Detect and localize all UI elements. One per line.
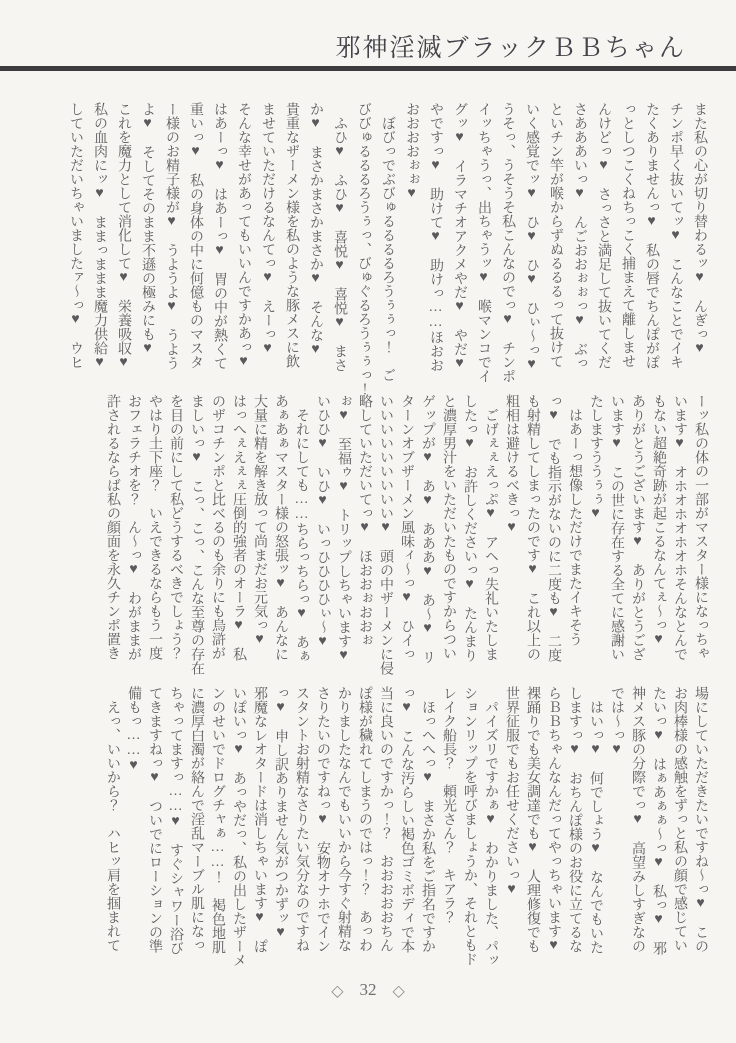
text-column: はあーっ想像しただけでまたイキそう — [567, 394, 582, 646]
text-column: お肉棒様の感触をずっと私の顔で感じてい — [672, 686, 687, 952]
text-column: はっへぇえぇぇ圧倒的強者のオーラ♥ 私 — [231, 394, 246, 661]
text-column: しますっ♥ おちんぽ様のお役に立てるな — [567, 686, 582, 953]
text-column: パイズリですかぁ♥ わかりました、パッ — [483, 686, 498, 967]
text-column: はあーっ♥ はあーっ♥ 胃の中が熱くて — [212, 102, 227, 370]
footer-diamond-right-icon: ◇ — [392, 980, 405, 1000]
text-column: 備もっ……♥ — [126, 686, 141, 773]
text-column: 許されるならば私の顔面を永久チンポ置き — [105, 394, 120, 660]
text-column: と濃厚男汁をいただいたものですからつい — [441, 394, 456, 660]
text-column: ションリップを呼びましょうか、それともド — [462, 686, 477, 966]
text-column: といチン竿が喉からずぬるるるって抜けて — [548, 102, 563, 368]
text-column: を目の前にして私どうするべきでしょう？ — [168, 394, 183, 660]
text-column: そんな幸せがあってもいいんですかあっ♥ — [236, 102, 251, 369]
text-band-top — [63, 102, 711, 394]
text-column: あぁあぁマスター様の怒張ッ♥ あんなに — [273, 394, 288, 661]
text-column: らＢＢちゃんなんだってやっちゃいます♥ — [546, 686, 561, 953]
text-column: ごげぇぇえっぷ♥ アヘっ失礼いたしま — [483, 394, 498, 661]
text-column: いひひ♥ いひ♥ いっひひひひぃ〜♥ — [315, 394, 330, 649]
text-column: レイク船長？ 頼光さん？ キアラ？ — [441, 686, 456, 924]
text-column: チンポ早く抜いてッ♥ こんなことでイキ — [668, 102, 683, 369]
text-column: いぽいっ♥ あっやだっ、私の出したザーメ — [231, 686, 246, 967]
text-column: うそっ、うそうそ私こんなのでっ♥ チンポ — [500, 102, 515, 383]
page-footer — [0, 980, 736, 1000]
text-column: 私の血肉にッ♥ ままっままま魔力供給♥ — [92, 102, 107, 370]
text-column: していただいちゃいましたァ〜っ♥ ウヒ — [68, 102, 83, 369]
text-column: ゲップが♥ あ♥ あああ♥ あ〜♥ リ — [420, 394, 435, 664]
text-column: のザコチンポと比べるのも余りにも烏滸が — [210, 394, 225, 660]
text-column: したっ♥ お許しくださいっ♥ たんまり — [462, 394, 477, 662]
text-column: 貴重なザーメン様を私のような豚メスに飲 — [284, 102, 299, 368]
text-band-bottom — [102, 686, 711, 978]
text-column: 世界征服でもお任せくださいっ♥ — [504, 686, 519, 897]
text-column: やですっ♥ 助けて♥ 助けっ……ほおお — [428, 102, 443, 372]
text-column: グッ♥ イラマチオアクメやだ♥ やだ♥ — [452, 102, 467, 371]
text-column: では〜っ♥ — [609, 686, 624, 757]
text-column: ほっへへっ♥ まさか私をご指名ですか — [420, 686, 435, 953]
text-column: また私の心が切り替わるッ♥ んぎっ♥ — [692, 102, 707, 356]
text-column: 邪魔なレオタードは消しちゃいます♥ ぽ — [252, 686, 267, 953]
text-column: も射精してしまったのです♥ これ以上の — [525, 394, 540, 661]
text-column: かりましたなんでもいいから今すぐ射精な — [336, 686, 351, 952]
text-column: てきますねっ♥ ついでにローションの準 — [147, 686, 162, 953]
footer-diamond-left-icon: ◇ — [331, 980, 344, 1000]
text-column: たしますううぅぅ♥ — [588, 394, 603, 521]
text-column: それにしても……ちらっちらっ♥ あぁ — [294, 394, 309, 663]
text-column: はいっ♥ 何でしょう♥ なんでもいた — [588, 686, 603, 954]
text-column: 重いっ♥ 私の身体の中に何億ものマスタ — [188, 102, 203, 369]
page-number: 32 — [359, 980, 377, 999]
text-column: っ♥ こんな汚らしい褐色ゴミボディで本 — [399, 686, 414, 953]
text-column: たいっ♥ はぁあぁぁ〜っ♥ 私っ♥ 邪 — [651, 686, 666, 955]
text-column: おおおおぉぉ♥ — [404, 102, 419, 201]
text-column: さあああいっ♥ んごおおぉぉっ♥ ぶっ — [572, 102, 587, 370]
text-column: これを魔力として消化して♥ 栄養吸収♥ — [116, 102, 131, 370]
text-column: っとしつこくねちっこく捕まえて離しませ — [620, 102, 635, 368]
text-column: ターンオブザーメン風味ィ〜っ♥ ひイっ — [399, 394, 414, 661]
page-title: 邪神淫滅ブラックＢＢちゃん — [335, 35, 686, 62]
text-column: ー様のお精子様が♥ うようよ♥ うよう — [164, 102, 179, 370]
text-column: に濃厚白濁が絡んで淫乱マーブル肌になっ — [189, 686, 204, 952]
text-column: たくありませんっ♥ 私の唇でちんぽがぽ — [644, 102, 659, 369]
text-column: さりたいのですねっ♥ 安物オナホでイン — [315, 686, 330, 953]
text-column: イッちゃうっ、出ちゃうッ♥ 喉マンコでイ — [476, 102, 491, 383]
text-column: 粗相は避けるべきっ♥ — [504, 394, 519, 535]
text-column: ぽ様が穢れてしまうのではっ！？ あっわ — [357, 686, 372, 952]
text-column: ふひ♥ ふひ♥ 喜悦♥ 喜悦♥ まさ — [332, 102, 347, 372]
text-column: ぉ♥ 至福ゥ♥ トリップしちゃいます♥ — [336, 394, 351, 663]
text-column: ちゃってますっ……♥ すぐシャワー浴び — [168, 686, 183, 955]
header-rule — [0, 66, 736, 71]
text-column: んけどっ♥ さっさと満足して抜いてくだ — [596, 102, 611, 369]
text-column: 大量に精を解き放って尚まだお元気っ♥ — [252, 394, 267, 647]
text-column: 場にしていただきたいですね〜っ♥ この — [693, 686, 708, 953]
text-column: 裸踊りでも美女調達でも♥ 人理修復でも — [525, 686, 540, 953]
text-column: います♥ この世に存在する全てに感謝い — [609, 394, 624, 661]
text-column: ぼびっでぶびゅるるるるろうぅぅっ！ ご — [380, 102, 395, 382]
text-column: 当に良いのですかっ！？ おおおおおちん — [378, 686, 393, 952]
text-column: っ♥ 申し訳ありません気がつかずッ♥ — [273, 686, 288, 940]
text-column: スタントお射精なさりたい気分なのですね — [294, 686, 309, 952]
text-column: いく感覚でッ♥ ひ♥ ひ♥ ひぃ〜っ♥ — [524, 102, 539, 372]
text-column: よ♥ そしてそのまま不遜の極みにも♥ — [140, 102, 155, 356]
text-column: ありがとうございます♥ ありがとうござ — [630, 394, 645, 661]
text-band-middle — [102, 394, 711, 686]
text-column: えっ、いいから？ ハヒッ肩を掴まれて — [105, 686, 120, 952]
text-column: か♥ まさかまさかまさか♥ そんな♥ — [308, 102, 323, 357]
text-column: やはり土下座？ いえできるならもう一度 — [147, 394, 162, 660]
text-column: びびゅるるるろうぅっ、びゅぐるろうぅぅっ！ — [356, 102, 371, 396]
text-column: ましいっ♥ こっ、こっ、こんな至尊の存在 — [189, 394, 204, 675]
text-column: いいいいいいいいい♥ 頭の中ザーメンに侵 — [378, 394, 393, 675]
text-column: っ♥ でも指示がないのに二度も♥ 二度 — [546, 394, 561, 662]
text-column: もない超絶奇跡が起こるなんてぇ〜っ♥ — [651, 394, 666, 647]
text-column: ンのせいでドログチャぁ……！ 褐色地肌 — [210, 686, 225, 954]
text-column: 神メス豚の分際でっ♥ 高望みしすぎなの — [630, 686, 645, 953]
text-column: 略していただいてっ♥ ほおおぉおおぉ — [357, 394, 372, 647]
text-column: おフェラチオを？ ん〜っ♥ わがままが — [126, 394, 141, 661]
text-column: ませていただけるなんてっ♥ えーっ♥ — [260, 102, 275, 356]
text-column: います♥ オホオホオホオホそんなとんで — [672, 394, 687, 661]
text-column: ーッ私の体の一部がマスター様になっちゃ — [693, 394, 708, 660]
